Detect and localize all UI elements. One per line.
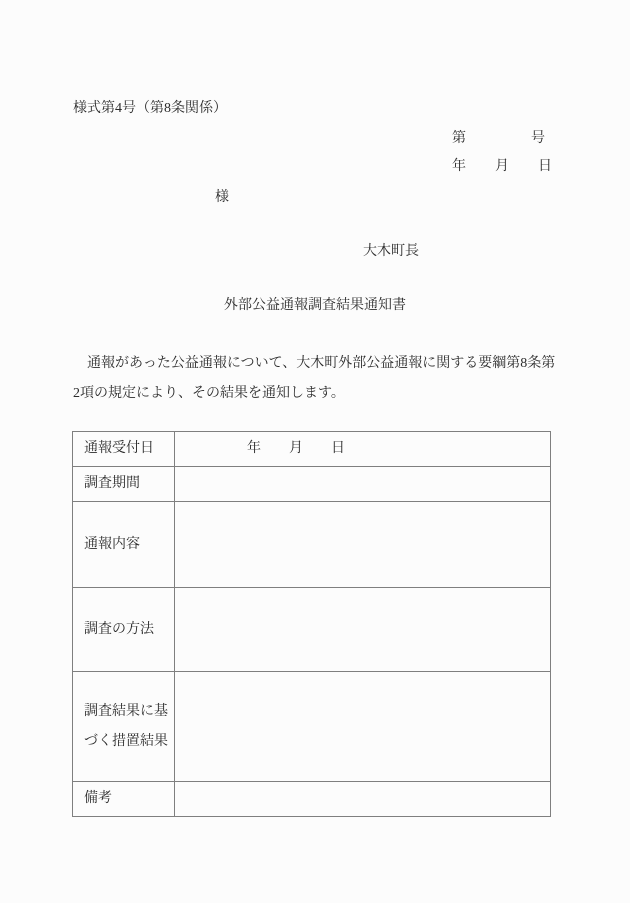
date-day-label: 日: [538, 159, 552, 174]
row-value: [175, 588, 551, 672]
row-value: [175, 502, 551, 588]
body-line-1: 通報があった公益通報について、大木町外部公益通報に関する要綱第8条第: [73, 356, 556, 371]
body-paragraph: [73, 349, 563, 409]
doc-number-suffix: 号: [531, 131, 545, 146]
row-label: 備考: [73, 782, 175, 817]
row-label: 調査期間: [73, 467, 175, 502]
table-row-measures-based-on-results: [73, 672, 551, 782]
doc-number-prefix: 第: [452, 131, 466, 146]
row-label: 調査の方法: [73, 588, 175, 672]
row-value: 年 月 日: [175, 432, 551, 467]
date-month-label: 月: [495, 159, 509, 174]
table-row-investigation-method: [73, 588, 551, 672]
sender-title: 大木町長: [363, 244, 419, 259]
date-line: [452, 155, 552, 175]
row-value: [175, 672, 551, 782]
row-value: [175, 467, 551, 502]
document-number-line: [452, 127, 545, 147]
body-line-2: 2項の規定により、その結果を通知します。: [73, 386, 345, 401]
document-title: 外部公益通報調査結果通知書: [224, 298, 406, 313]
row-label: 調査結果に基づく措置結果: [73, 672, 175, 782]
row-label: 通報内容: [73, 502, 175, 588]
form-number: 様式第4号（第8条関係）: [73, 101, 227, 116]
table-row-report-content: [73, 502, 551, 588]
table-row-report-received-date: [73, 432, 551, 467]
notification-table: [72, 431, 551, 817]
addressee-honorific: 様: [215, 190, 229, 205]
date-year-label: 年: [452, 159, 466, 174]
table-row-investigation-period: [73, 467, 551, 502]
table-row-remarks: [73, 782, 551, 817]
row-label: 通報受付日: [73, 432, 175, 467]
row-value: [175, 782, 551, 817]
